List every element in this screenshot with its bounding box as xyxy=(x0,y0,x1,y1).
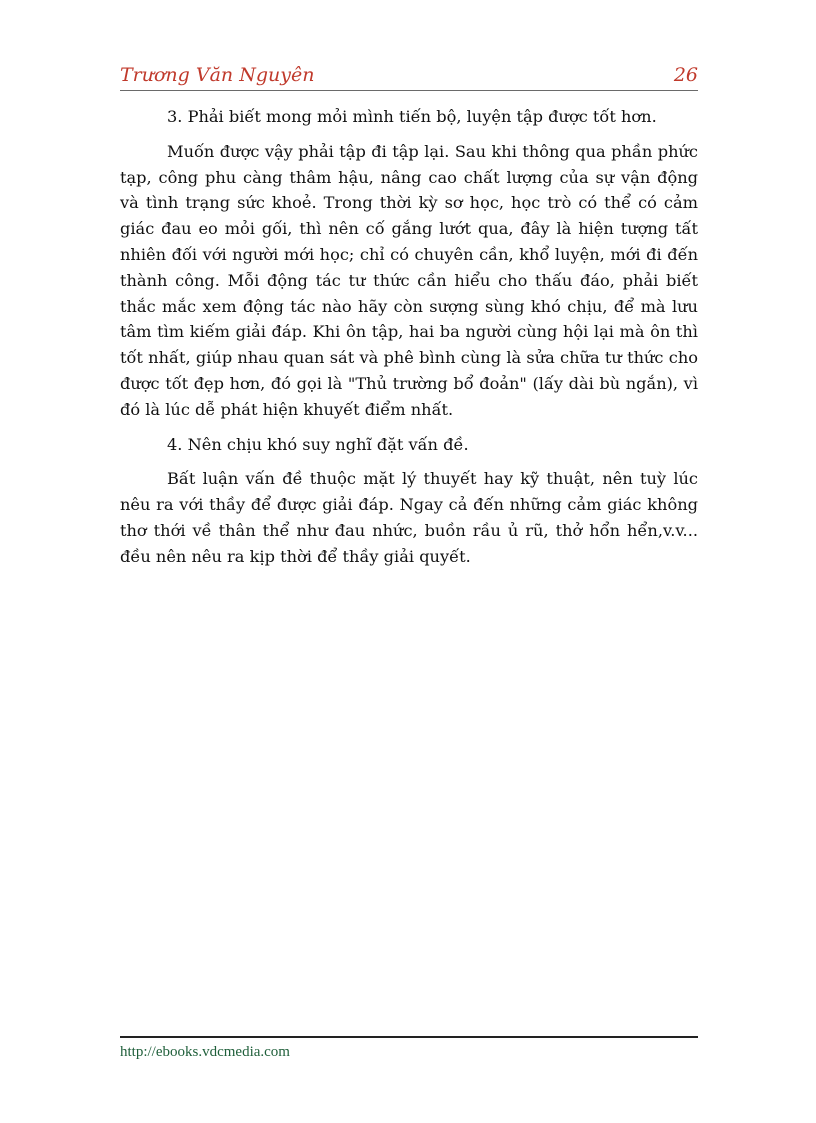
paragraph-1: Muốn được vậy phải tập đi tập lại. Sau khi thông qua phần phức tạp, công phu càng thâm hậu, nâng cao chất lượng của sự vận động và tình trạng sức khoẻ. Trong thời kỳ sơ học, học trò có thể có cảm giác đau eo mỏi gối, thì nên cố gắng lướt qua, đây là hiện tượng tất nhiên đối với người mới học; chỉ có chuyên cần, khổ luyện, mới đi đến thành công. Mỗi động tác tư thức cần hiểu cho thấu đáo, phải biết thắc mắc xem động tác nào hãy còn sượng sùng khó chịu, để mà lưu tâm tìm kiếm giải đáp. Khi ôn tập, hai ba người cùng hội lại mà ôn thì tốt nhất, giúp nhau quan sát và phê bình cùng là sửa chữa tư thức cho được tốt đẹp hơn, đó gọi là "Thủ trường bổ đoản" (lấy dài bù ngắn), vì đó là lúc dễ phát hiện khuyết điểm nhất. xyxy=(120,141,698,419)
page-number: 26 xyxy=(673,64,698,86)
page-body xyxy=(120,104,698,579)
page-header xyxy=(120,62,698,91)
footer-url-link[interactable]: http://ebooks.vdcmedia.com xyxy=(120,1044,290,1060)
footer-divider xyxy=(120,1036,698,1038)
author-name: Trương Văn Nguyên xyxy=(120,64,315,86)
item-3: 3. Phải biết mong mỏi mình tiến bộ, luyện tập được tốt hơn. xyxy=(167,107,657,126)
paragraph-2: Bất luận vấn đề thuộc mặt lý thuyết hay kỹ thuật, nên tuỳ lúc nêu ra với thầy để được giải đáp. Ngay cả đến những cảm giác không thơ thới về thân thể như đau nhức, buồn rầu ủ rũ, thở hổn hển,v.v... đều nên nêu ra kịp thời để thầy giải quyết. xyxy=(120,469,698,566)
item-4: 4. Nên chịu khó suy nghĩ đặt vấn đề. xyxy=(167,434,469,454)
